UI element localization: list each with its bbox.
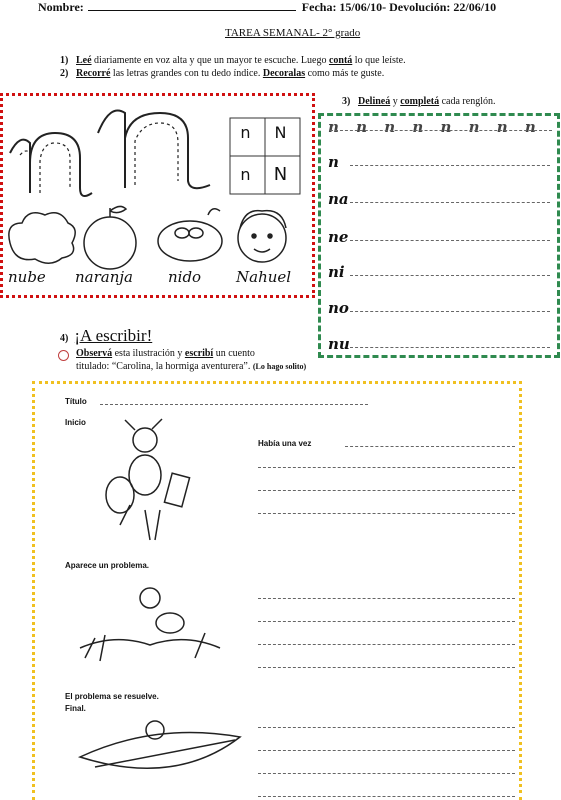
header xyxy=(38,0,496,15)
grid-cell-4: N xyxy=(273,164,288,185)
habia-label: Había una vez xyxy=(258,439,312,448)
word-nahuel: Nahuel xyxy=(236,268,292,286)
word-nido: nido xyxy=(168,268,202,286)
final-label: Final. xyxy=(65,704,86,713)
boy-face-icon xyxy=(238,211,286,262)
orange-icon xyxy=(84,206,136,269)
writing-line[interactable] xyxy=(258,667,515,668)
tracing-guide-line[interactable] xyxy=(350,275,550,276)
tracing-row-4: ne xyxy=(328,228,349,246)
tracing-row-1: n n n n n n n n xyxy=(328,118,542,136)
section4-line2: titulado: “Carolina, la hormiga aventurera”. (Lo hago solito) xyxy=(76,361,307,372)
writing-line[interactable] xyxy=(258,773,515,774)
writing-line[interactable] xyxy=(258,644,515,645)
grid-cell-2: N xyxy=(274,123,287,142)
big-uppercase-n xyxy=(98,111,210,189)
tracing-guide-line[interactable] xyxy=(350,240,550,241)
word-nube: nube xyxy=(8,268,46,286)
tracing-row-5: ni xyxy=(328,263,345,281)
writing-line[interactable] xyxy=(345,446,515,447)
bullet-icon xyxy=(58,350,69,361)
tracing-guide-line[interactable] xyxy=(350,311,550,312)
ant-leaf-icon xyxy=(75,712,245,800)
fecha-text: Fecha: 15/06/10- Devolución: 22/06/10 xyxy=(301,0,497,14)
writing-line[interactable] xyxy=(258,796,515,797)
grid-cell-1: n xyxy=(240,123,251,142)
writing-line[interactable] xyxy=(258,598,515,599)
nombre-field[interactable] xyxy=(88,1,296,11)
writing-line[interactable] xyxy=(258,727,515,728)
tracing-row-7: nu xyxy=(328,335,350,353)
tracing-guide-line[interactable] xyxy=(350,165,550,166)
section4-heading: 4) ¡A escribir! xyxy=(60,326,153,345)
tracing-guide-line[interactable] xyxy=(350,347,550,348)
section4-line1: Observá esta ilustración y escribí un cuento xyxy=(76,348,255,359)
grid-cell-3: n xyxy=(240,165,251,184)
inicio-label: Inicio xyxy=(65,418,86,427)
ant-problem-icon xyxy=(75,573,225,673)
tracing-guide-line[interactable] xyxy=(350,202,550,203)
resuelve-label: El problema se resuelve. xyxy=(65,692,159,701)
writing-line[interactable] xyxy=(258,513,515,514)
word-naranja: naranja xyxy=(75,268,133,286)
tracing-guide-line[interactable] xyxy=(330,130,552,131)
ant-painting-icon xyxy=(90,415,210,545)
tracing-panel xyxy=(318,113,560,358)
tracing-row-6: no xyxy=(328,299,349,317)
tracing-row-2: n xyxy=(328,153,339,171)
instruction-2: 2) Recorré las letras grandes con tu dedo índice. Decoralas como más te guste. xyxy=(60,68,385,79)
nest-icon xyxy=(158,209,222,261)
nombre-label: Nombre: xyxy=(38,0,84,14)
instruction-3: 3) Delineá y completá cada renglón. xyxy=(342,96,496,107)
cloud-icon xyxy=(9,213,75,263)
big-lowercase-n xyxy=(10,133,92,196)
titulo-label: Título xyxy=(65,397,87,406)
writing-line[interactable] xyxy=(258,750,515,751)
writing-line[interactable] xyxy=(258,467,515,468)
tracing-row-3: na xyxy=(328,190,349,208)
writing-line[interactable] xyxy=(258,490,515,491)
titulo-line[interactable] xyxy=(100,404,368,405)
page-title: TAREA SEMANAL- 2° grado xyxy=(225,27,361,39)
instruction-1: 1) Leé diariamente en voz alta y que un mayor te escuche. Luego contá lo que leíste. xyxy=(60,55,406,66)
writing-line[interactable] xyxy=(258,621,515,622)
problema-label: Aparece un problema. xyxy=(65,561,150,570)
